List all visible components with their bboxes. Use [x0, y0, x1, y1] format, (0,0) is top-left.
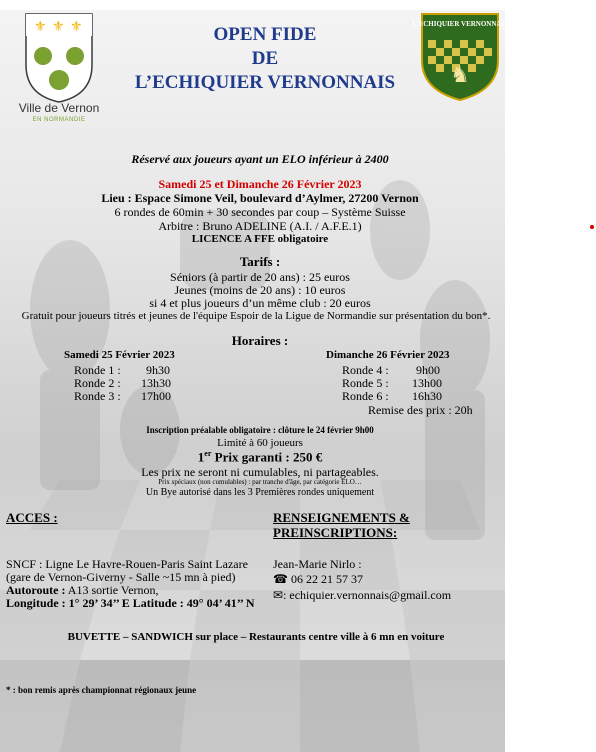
round-6-name: Ronde 6 : [342, 389, 389, 403]
first-prize [100, 449, 420, 465]
arbiter: Arbitre : Bruno ADELINE (A.I. / A.F.E.1) [158, 219, 362, 233]
saturday-label: Samedi 25 Février 2023 [64, 349, 175, 361]
elo-note: Réservé aux joueurs ayant un ELO inférieur à 2400 [131, 152, 389, 166]
first-prize-text: Prix garanti : 250 € [211, 449, 323, 465]
contact-phone-row [273, 572, 363, 587]
svg-text:♞: ♞ [450, 62, 470, 87]
contact-email-row [273, 588, 451, 603]
tarifs-heading: Tarifs : [239, 254, 281, 269]
tarif-jeunes: Jeunes (moins de 20 ans) : 10 euros [174, 283, 346, 297]
tarif-club: si 4 et plus joueurs d’un même club : 20 euros [149, 296, 371, 310]
round-5-time: 13h00 [412, 376, 442, 390]
acces-gare: (gare de Vernon-Giverny - Salle ~15 mn à pied) [6, 570, 236, 584]
round-6-time: 16h30 [412, 389, 442, 403]
contact-heading-2: PREINSCRIPTIONS: [273, 525, 398, 540]
svg-text:⚜: ⚜ [52, 20, 65, 35]
city-logo-text: Ville de Vernon [18, 101, 100, 115]
title-line-1: OPEN FIDE [213, 24, 317, 45]
limit-players: Limité à 60 joueurs [217, 437, 303, 449]
contact-name: Jean-Marie Nirlo : [273, 557, 362, 571]
first-prize-sup: er [204, 449, 212, 458]
no-cumul: Les prix ne seront ni cumulables, ni partageables. [141, 465, 379, 479]
contact-email[interactable]: : echiquier.vernonnais@gmail.com [283, 588, 452, 602]
club-logo [411, 10, 509, 102]
acces-coords: Longitude : 1° 29’ 34’’ E Latitude : 49° 04’ 41’’ N [6, 596, 255, 610]
special-prizes: Prix spéciaux (non cumulables) : par tranche d'âge, par catégorie ELO… [158, 478, 362, 486]
horaires-heading: Horaires : [231, 333, 289, 348]
acces-sncf: SNCF : Ligne Le Havre-Rouen-Paris Saint Lazare [6, 557, 248, 571]
tarif-gratuit: Gratuit pour joueurs titrés et jeunes de l'équipe Espoir de la Ligue de Normandie sur présentation du bon*. [21, 310, 491, 322]
round-2-name: Ronde 2 : [74, 376, 121, 390]
first-prize-number: 1 [197, 449, 205, 465]
city-crest-icon [14, 10, 104, 105]
bye-rule: Un Bye autorisé dans les 3 Premières rondes uniquement [145, 487, 375, 498]
round-5-name: Ronde 5 : [342, 376, 389, 390]
footnote: * : bon remis après championnat régionaux jeune [6, 685, 197, 695]
acces-heading: ACCES : [6, 510, 58, 525]
autoroute-value: A13 sortie Vernon, [65, 583, 159, 597]
club-logo-text: L'ECHIQUIER VERNONNAIS [411, 20, 509, 28]
autoroute-label: Autoroute : [6, 583, 66, 597]
city-logo [14, 10, 104, 130]
svg-text:⚜: ⚜ [34, 20, 47, 35]
contact-heading-1: RENSEIGNEMENTS & [273, 510, 410, 525]
red-dot [590, 225, 594, 229]
title-line-3: L’ECHIQUIER VERNONNAIS [134, 72, 396, 93]
event-dates: Samedi 25 et Dimanche 26 Février 2023 [158, 177, 362, 191]
venue: Lieu : Espace Simone Veil, boulevard d’Aylmer, 27200 Vernon [101, 191, 419, 205]
title-line-2: DE [251, 48, 279, 69]
club-crest-icon [411, 10, 509, 102]
buvette: BUVETTE – SANDWICH sur place – Restaurants centre ville à 6 mn en voiture [67, 631, 445, 643]
format: 6 rondes de 60min + 30 secondes par coup – Système Suisse [114, 205, 406, 219]
round-3-name: Ronde 3 : [74, 389, 121, 403]
round-4-name: Ronde 4 : [342, 363, 389, 377]
mail-icon: ✉ [273, 588, 284, 602]
city-logo-subtext: EN NORMANDIE [32, 117, 86, 123]
phone-icon: ☎ [273, 572, 288, 586]
preinscription: Inscription préalable obligatoire : clôture le 24 février 9h00 [146, 425, 374, 435]
contact-phone[interactable]: 06 22 21 57 37 [287, 572, 363, 586]
round-4-time: 9h00 [416, 363, 440, 377]
prize-ceremony: Remise des prix : 20h [368, 403, 473, 417]
svg-text:⚜: ⚜ [70, 20, 83, 35]
round-1-time: 9h30 [146, 363, 170, 377]
round-3-time: 17h00 [141, 389, 171, 403]
tarif-senior: Séniors (à partir de 20 ans) : 25 euros [170, 270, 350, 284]
round-2-time: 13h30 [141, 376, 171, 390]
round-1-name: Ronde 1 : [74, 363, 121, 377]
licence: LICENCE A FFE obligatoire [191, 233, 329, 245]
sunday-label: Dimanche 26 Février 2023 [326, 349, 450, 361]
